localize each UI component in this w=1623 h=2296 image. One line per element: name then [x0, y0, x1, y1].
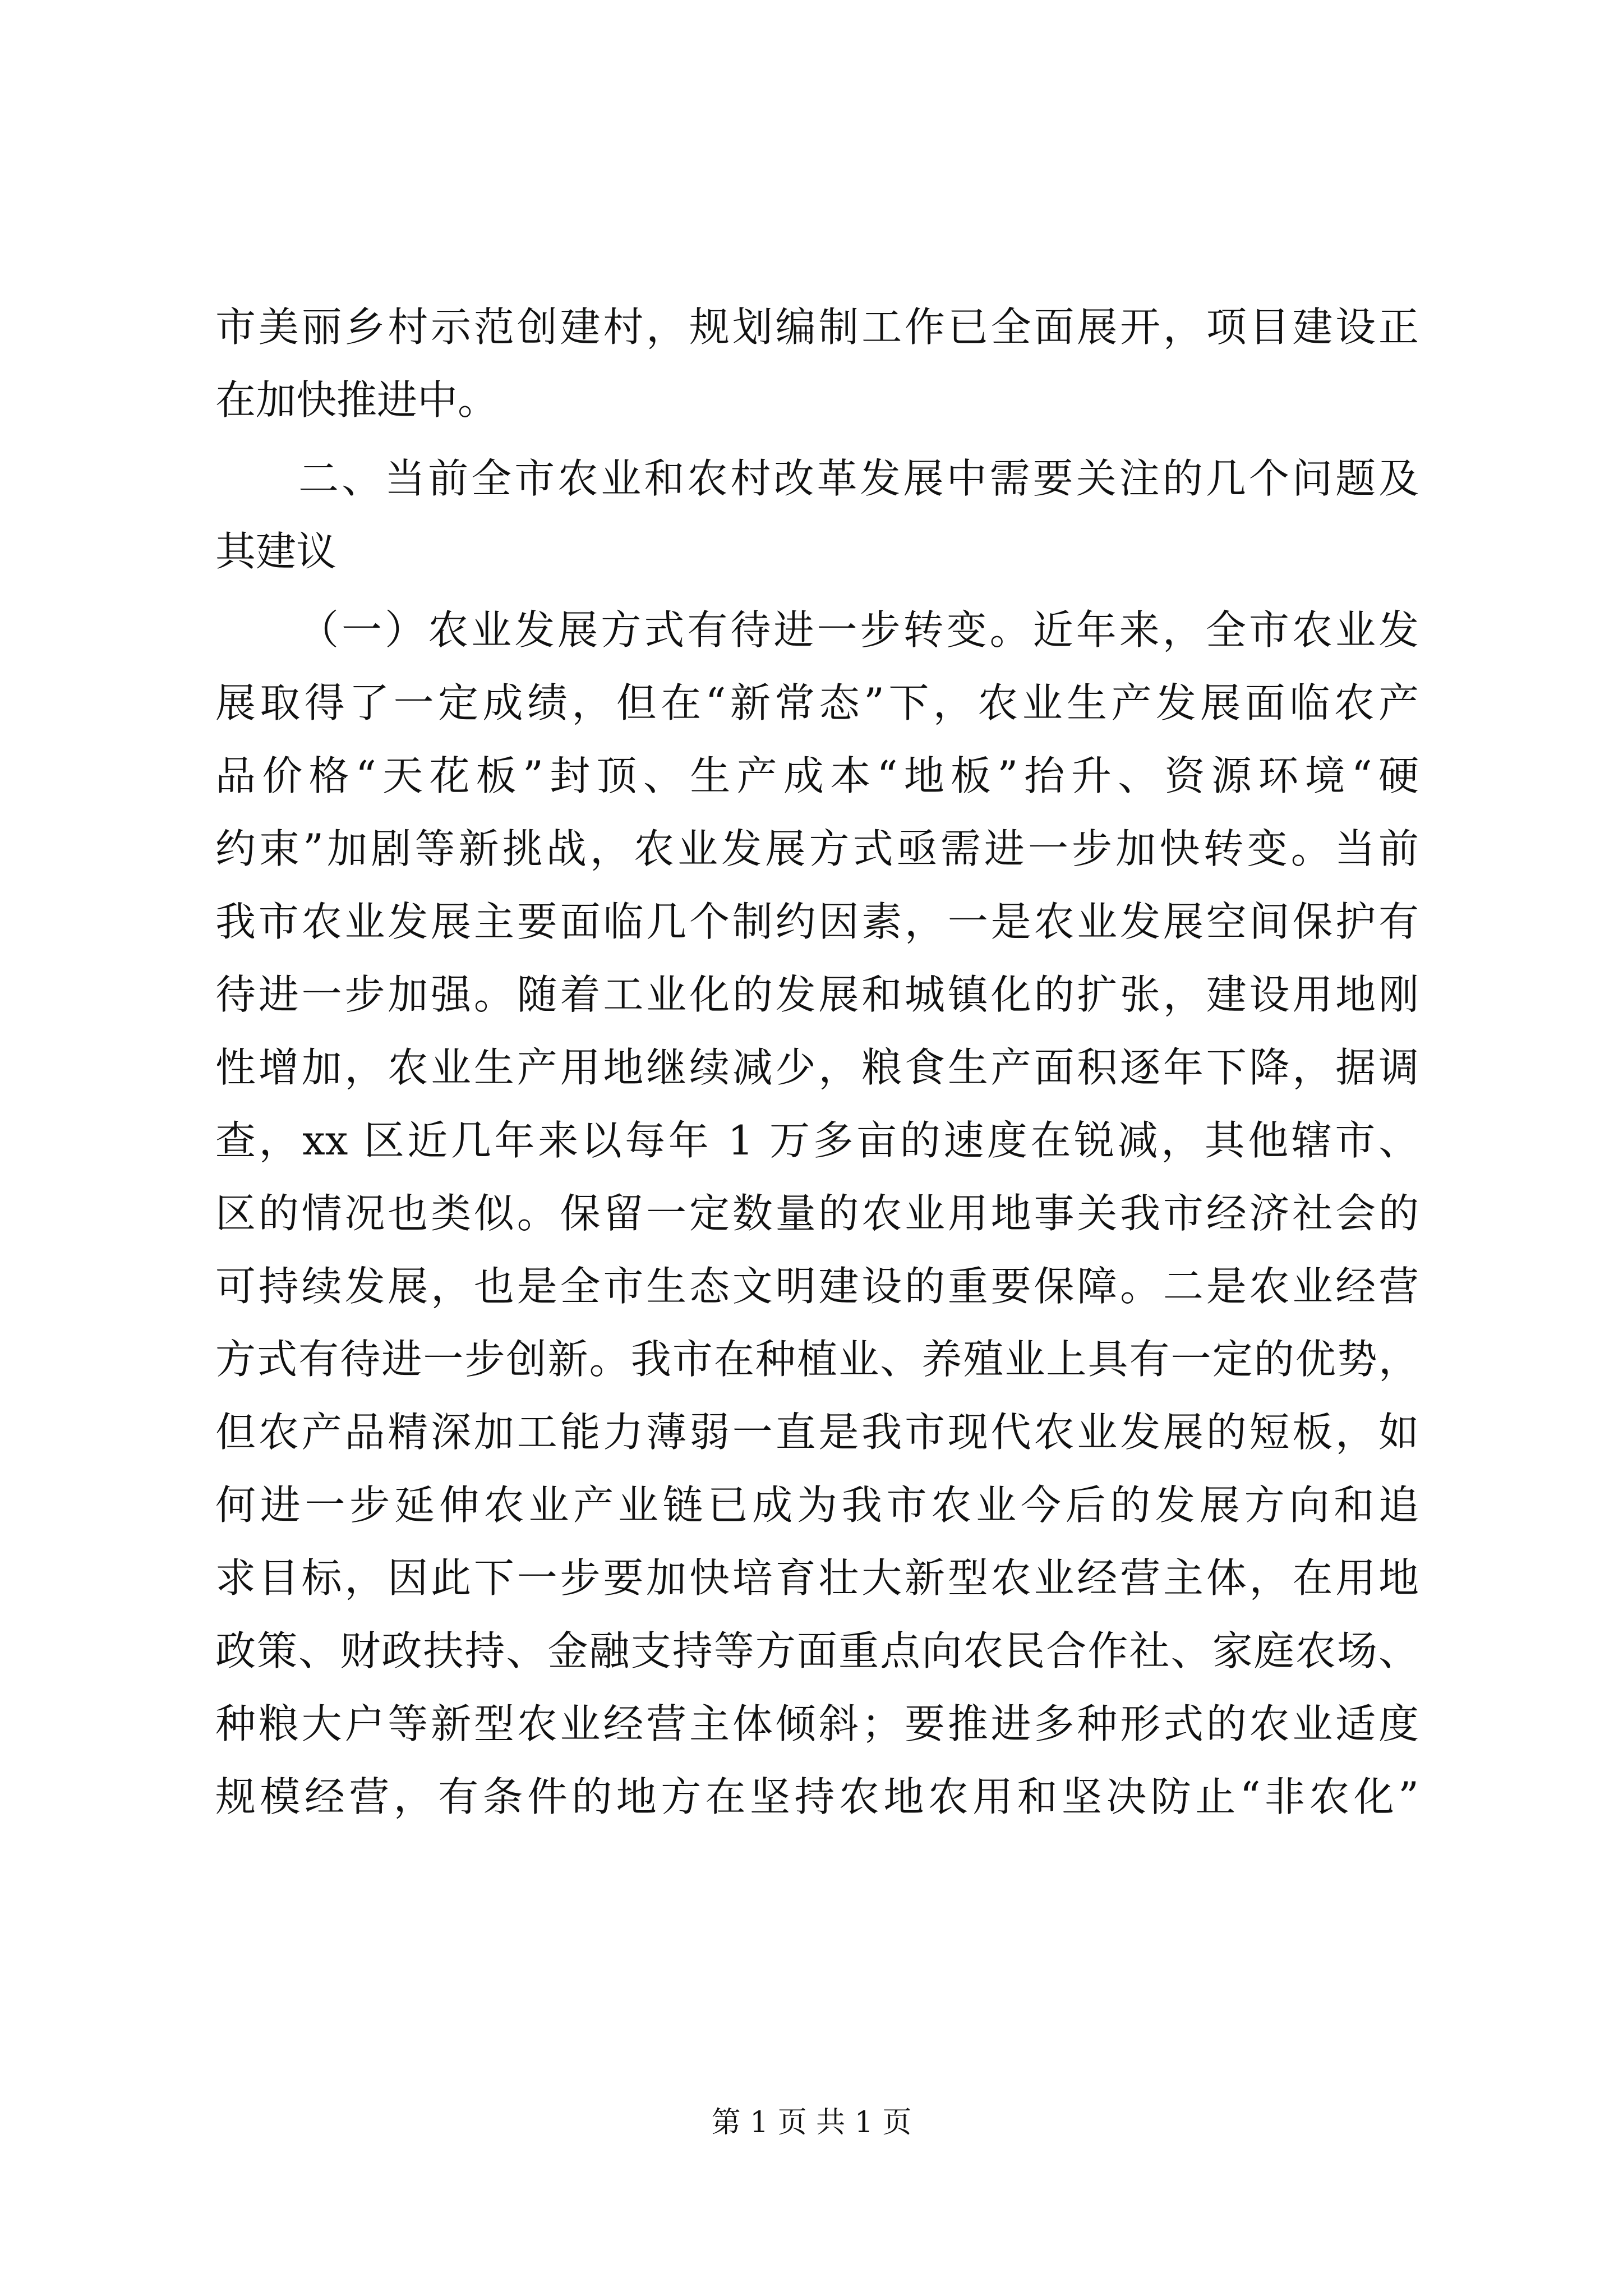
text-line: 种粮大户等新型农业经营主体倾斜；要推进多种形式的农业适度	[215, 1700, 1419, 1747]
text-line: 市美丽乡村示范创建村，规划编制工作已全面展开，项目建设正	[215, 303, 1419, 351]
text-line: 方式有待进一步创新。我市在种植业、养殖业上具有一定的优势，	[215, 1336, 1419, 1383]
text-line: 性增加，农业生产用地继续减少，粮食生产面积逐年下降，据调	[215, 1044, 1419, 1091]
page-number-footer: 第 1 页 共 1 页	[711, 2106, 912, 2139]
section-heading-line: 二、当前全市农业和农村改革发展中需要关注的几个问题及	[298, 455, 1419, 502]
section-heading-line: 其建议	[215, 528, 337, 575]
text-line: 展取得了一定成绩，但在“新常态”下，农业生产发展面临农产	[215, 679, 1419, 726]
text-line: 政策、财政扶持、金融支持等方面重点向农民合作社、家庭农场、	[215, 1627, 1419, 1674]
text-line: 约束”加剧等新挑战，农业发展方式亟需进一步加快转变。当前	[215, 825, 1419, 872]
text-line: 何进一步延伸农业产业链已成为我市农业今后的发展方向和追	[215, 1481, 1419, 1529]
text-line: 品价格“天花板”封顶、生产成本“地板”抬升、资源环境“硬	[215, 752, 1419, 799]
text-line: 在加快推进中。	[215, 376, 499, 424]
text-line: 但农产品精深加工能力薄弱一直是我市现代农业发展的短板，如	[215, 1409, 1419, 1456]
text-line: 查，xx 区近几年来以每年 1 万多亩的速度在锐减，其他辖市、	[215, 1117, 1419, 1164]
text-line: 区的情况也类似。保留一定数量的农业用地事关我市经济社会的	[215, 1190, 1419, 1237]
text-line: 求目标，因此下一步要加快培育壮大新型农业经营主体，在用地	[215, 1554, 1419, 1602]
text-line: 待进一步加强。随着工业化的发展和城镇化的扩张，建设用地刚	[215, 971, 1419, 1018]
text-line: 规模经营，有条件的地方在坚持农地农用和坚决防止“非农化”	[215, 1773, 1419, 1820]
text-line: 我市农业发展主要面临几个制约因素，一是农业发展空间保护有	[215, 898, 1419, 945]
text-line: 可持续发展，也是全市生态文明建设的重要保障。二是农业经营	[215, 1263, 1419, 1310]
text-line: （一）农业发展方式有待进一步转变。近年来，全市农业发	[298, 606, 1419, 654]
